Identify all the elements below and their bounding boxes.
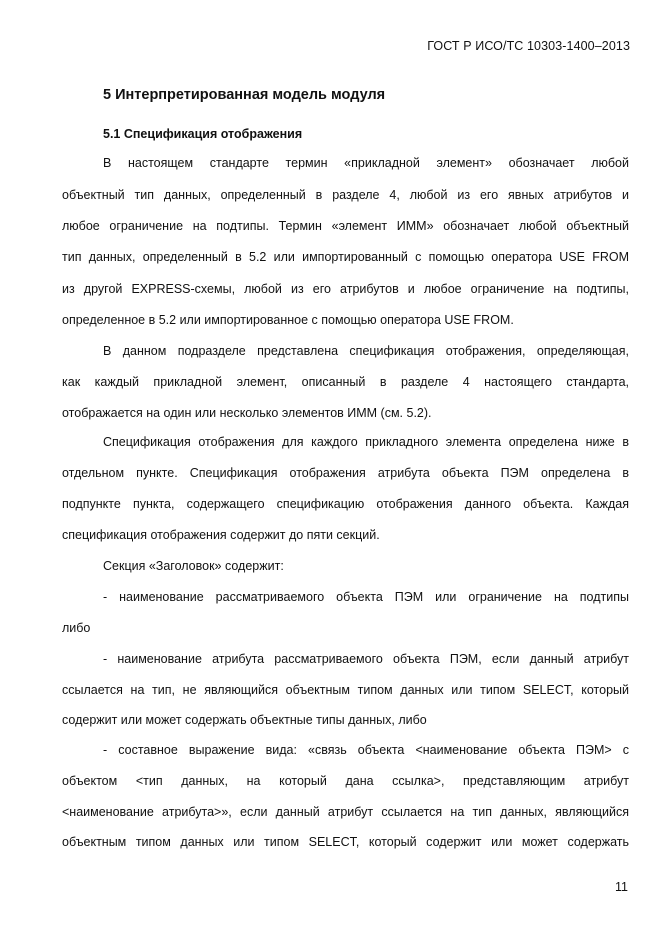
body-line: спецификация отображения содержит до пяти секций. xyxy=(62,528,380,542)
list-item-line: - наименование атрибута рассматриваемого объекта ПЭМ, если данный атрибут xyxy=(103,652,629,666)
body-line: определенное в 5.2 или импортированное с помощью оператора USE FROM. xyxy=(62,313,514,327)
body-line: любое ограничение на подтипы. Термин «элемент ИММ» обозначает любой объектный xyxy=(62,219,629,233)
body-line: как каждый прикладной элемент, описанный в разделе 4 настоящего стандарта, xyxy=(62,375,629,389)
body-line: подпункте пункта, содержащего спецификацию отображения данного объекта. Каждая xyxy=(62,497,629,511)
body-line: В данном подразделе представлена спецификация отображения, определяющая, xyxy=(103,344,629,358)
body-line: Секция «Заголовок» содержит: xyxy=(103,559,284,573)
section-title: 5 Интерпретированная модель модуля xyxy=(103,87,386,103)
body-line: Спецификация отображения для каждого прикладного элемента определена ниже в xyxy=(103,435,629,449)
list-item-line: содержит или может содержать объектные типы данных, либо xyxy=(62,713,427,727)
body-line: объектный тип данных, определенный в разделе 4, любой из его явных атрибутов и xyxy=(62,188,629,202)
list-item-line: либо xyxy=(62,621,91,635)
list-item-line: <наименование атрибута>», если данный атрибут ссылается на тип данных, являющийся xyxy=(62,805,629,819)
body-line: отдельном пункте. Спецификация отображения атрибута объекта ПЭМ определена в xyxy=(62,466,629,480)
body-line: тип данных, определенный в 5.2 или импортированный с помощью оператора USE FROM xyxy=(62,250,629,264)
list-item-line: - составное выражение вида: «связь объекта <наименование объекта ПЭМ> с xyxy=(103,743,629,757)
page-number: 11 xyxy=(615,880,628,894)
list-item-line: ссылается на тип, не являющийся объектным типом данных или типом SELECT, который xyxy=(62,683,629,697)
subsection-title: 5.1 Спецификация отображения xyxy=(103,127,303,141)
body-line: отображается на один или несколько элементов ИММ (см. 5.2). xyxy=(62,406,432,420)
list-item-line: - наименование рассматриваемого объекта ПЭМ или ограничение на подтипы xyxy=(103,590,629,604)
body-line: из другой EXPRESS-схемы, любой из его атрибутов и любое ограничение на подтипы, xyxy=(62,282,629,296)
list-item-line: объектом <тип данных, на который дана ссылка>, представляющим атрибут xyxy=(62,774,629,788)
body-line: В настоящем стандарте термин «прикладной элемент» обозначает любой xyxy=(103,156,629,170)
standard-header: ГОСТ Р ИСО/ТС 10303-1400–2013 xyxy=(427,39,630,53)
list-item-line: объектным типом данных или типом SELECT, который содержит или может содержать xyxy=(62,835,629,849)
